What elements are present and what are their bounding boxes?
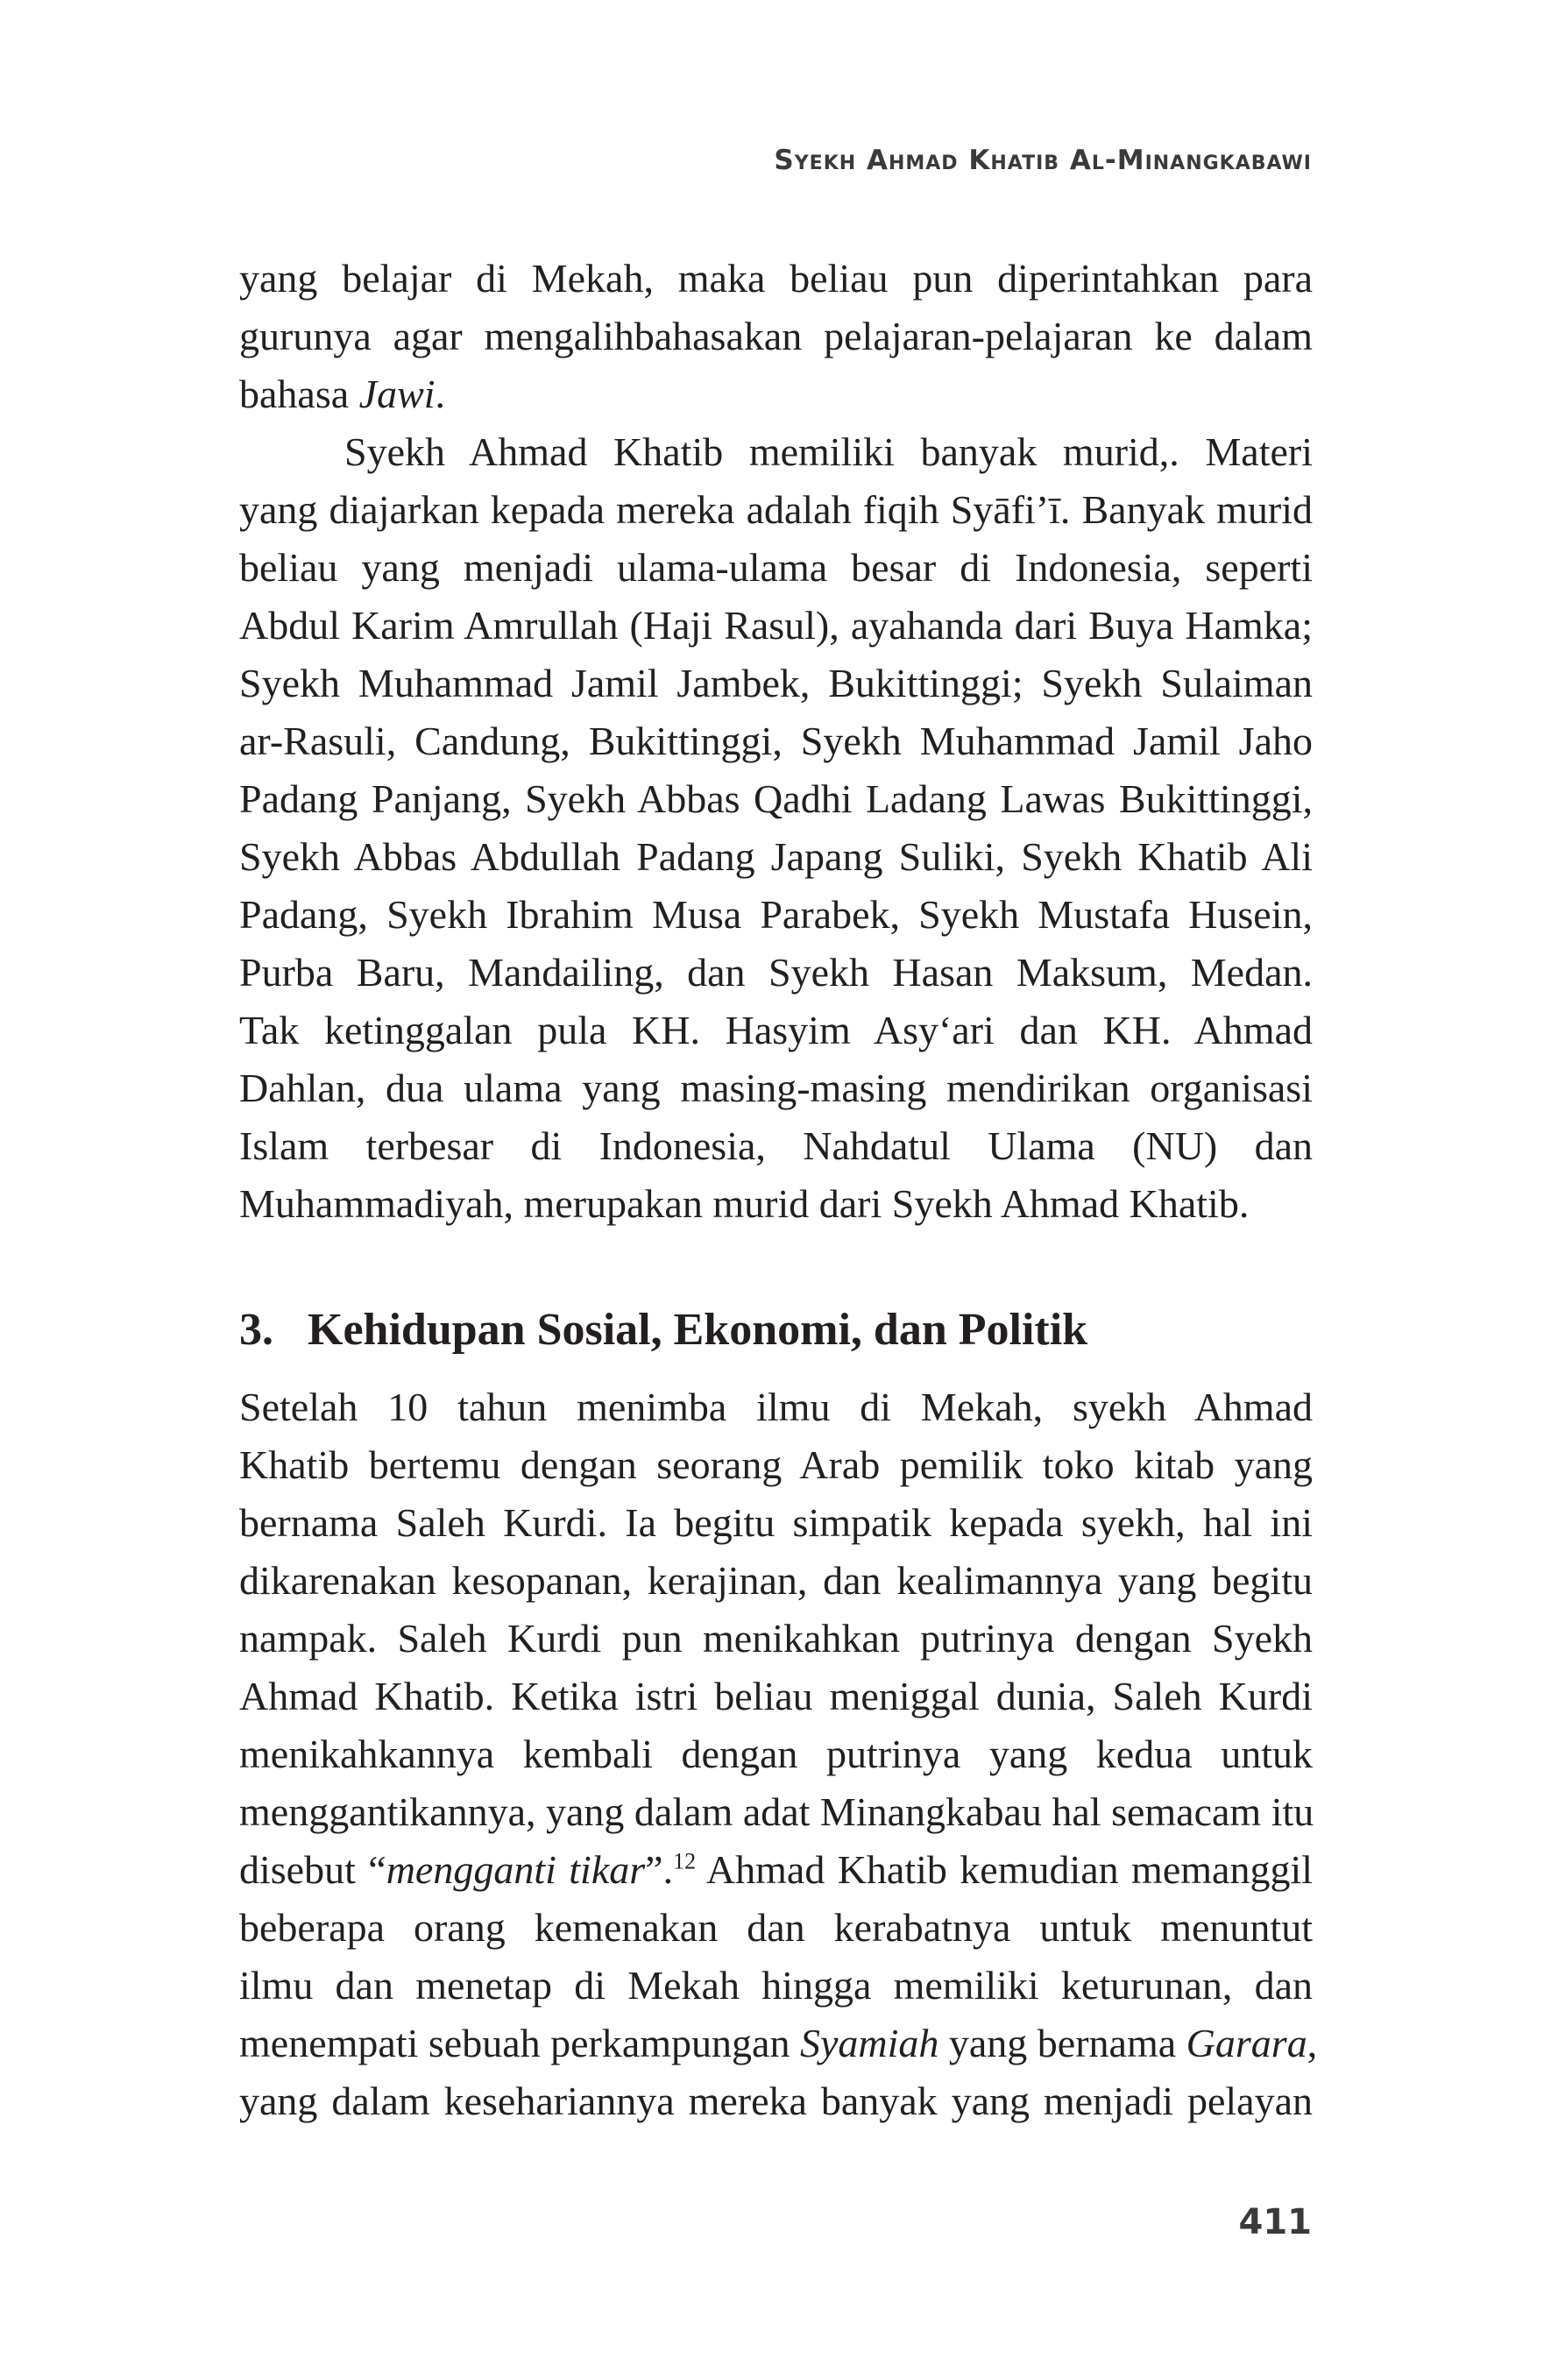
para1-text: . [435, 372, 446, 416]
italic-term-garara: Garara [1186, 2021, 1307, 2065]
para2-line-2: yang diajarkan kepada mereka adalah fiqih Syāfi’ī. Banyak murid [239, 487, 1313, 532]
para3-text: disebut “ [239, 1847, 386, 1892]
para2-line-13: Islam terbesar di Indonesia, Nahdatul Ulama (NU) dan [239, 1123, 1313, 1168]
para1-text: bahasa [239, 372, 359, 416]
italic-term-syamiah: Syamiah [799, 2021, 939, 2065]
italic-term-mengganti-tikar: mengganti tikar [386, 1847, 646, 1892]
para2-line-9: Padang, Syekh Ibrahim Musa Parabek, Syekh Mustafa Husein, [239, 892, 1313, 937]
section-heading [239, 1301, 1313, 1359]
para3-text: yang bernama [938, 2021, 1186, 2065]
para3-line-4: dikarenakan kesopanan, kerajinan, dan kealimannya yang begitu [239, 1558, 1313, 1603]
para3-text: ”. [645, 1847, 674, 1892]
para3-line-2: Khatib bertemu dengan seorang Arab pemilik toko kitab yang [239, 1442, 1313, 1487]
section-title: Kehidupan Sosial, Ekonomi, dan Politik [308, 1305, 1088, 1355]
body-text-bottom [239, 1378, 1318, 2130]
body-text-top [239, 250, 1313, 1233]
para3-line-1: Setelah 10 tahun menimba ilmu di Mekah, syekh Ahmad [239, 1385, 1313, 1429]
para3-line-12 [239, 2015, 1318, 2072]
para3-line-11: ilmu dan menetap di Mekah hingga memiliki keturunan, dan [239, 1963, 1313, 2008]
para3-line-10: beberapa orang kemenakan dan kerabatnya untuk menuntut [239, 1905, 1313, 1950]
footnote-ref[interactable]: 12 [673, 1848, 697, 1874]
para2-line-6: ar-Rasuli, Candung, Bukittinggi, Syekh Muhammad Jamil Jaho [239, 719, 1313, 763]
para3-line-7: menikahkannya kembali dengan putrinya yang kedua untuk [239, 1732, 1313, 1776]
para3-line-9 [239, 1841, 1313, 1899]
para2-line-4: Abdul Karim Amrullah (Haji Rasul), ayahanda dari Buya Hamka; [239, 603, 1313, 648]
para1-line-1: yang belajar di Mekah, maka beliau pun diperintahkan para [239, 256, 1313, 301]
para2-line-1: Syekh Ahmad Khatib memiliki banyak murid,. Materi [344, 429, 1313, 474]
para3-line-13: yang dalam kesehariannya mereka banyak yang menjadi pelayan [239, 2079, 1313, 2123]
para1-line-3 [239, 365, 1313, 423]
para3-line-3: bernama Saleh Kurdi. Ia begitu simpatik kepada syekh, hal ini [239, 1500, 1313, 1545]
italic-term-jawi: Jawi [358, 372, 436, 416]
section-number: 3. [239, 1305, 273, 1355]
para2-line-14: Muhammadiyah, merupakan murid dari Syekh Ahmad Khatib. [239, 1181, 1250, 1226]
para3-text: Ahmad Khatib kemudian memanggil [696, 1847, 1314, 1892]
para1-line-2: gurunya agar mengalihbahasakan pelajaran-pelajaran ke dalam [239, 314, 1313, 358]
para2-line-3: beliau yang menjadi ulama-ulama besar di Indonesia, seperti [239, 545, 1313, 590]
para3-text: , [1307, 2021, 1318, 2065]
para2-line-11: Tak ketinggalan pula KH. Hasyim Asy‘ari dan KH. Ahmad [239, 1008, 1313, 1052]
para3-line-8: menggantikannya, yang dalam adat Minangkabau hal semacam itu [239, 1789, 1314, 1834]
para2-line-10: Purba Baru, Mandailing, dan Syekh Hasan Maksum, Medan. [239, 950, 1313, 995]
para2-line-7: Padang Panjang, Syekh Abbas Qadhi Ladang Lawas Bukittinggi, [239, 776, 1313, 821]
para2-line-12: Dahlan, dua ulama yang masing-masing mendirikan organisasi [239, 1066, 1313, 1110]
para3-text: menempati sebuah perkampungan [239, 2021, 800, 2065]
para3-line-5: nampak. Saleh Kurdi pun menikahkan putrinya dengan Syekh [239, 1616, 1313, 1661]
running-header: Syekh Ahmad Khatib Al-Minangkabawi [774, 145, 1312, 176]
para2-line-5: Syekh Muhammad Jamil Jambek, Bukittinggi; Syekh Sulaiman [239, 661, 1313, 705]
para3-line-6: Ahmad Khatib. Ketika istri beliau meniggal dunia, Saleh Kurdi [239, 1674, 1313, 1718]
page-number: 411 [1238, 2202, 1312, 2242]
para2-line-8: Syekh Abbas Abdullah Padang Japang Suliki, Syekh Khatib Ali [239, 834, 1313, 879]
